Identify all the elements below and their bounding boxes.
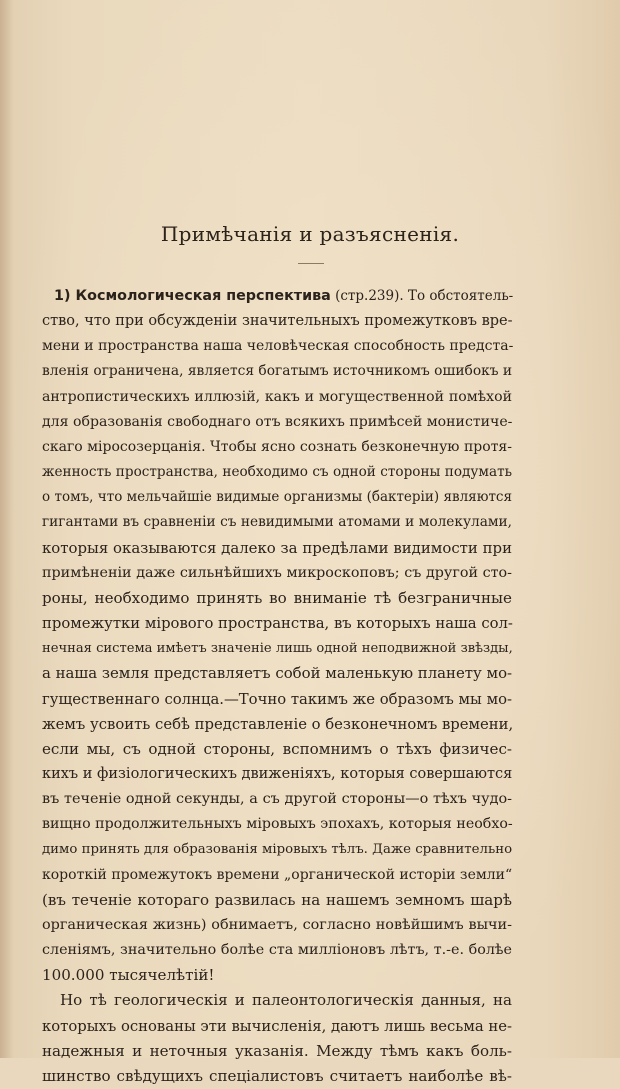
text-line-22: вищно продолжительныхъ міровыхъ эпохахъ, которыя необхо- <box>42 816 513 833</box>
text-line-16: а наша земля представляетъ собой маленькую планету мо- <box>42 664 513 683</box>
text-line-6: для образованія свободнаго отъ всякихъ примѣсей монистиче- <box>42 413 513 430</box>
text-line-30: которыхъ основаны эти вычисленія, даютъ лишь весьма не- <box>42 1017 512 1035</box>
text-line-26: органическая жизнь) обнимаетъ, согласно новѣйшимъ вычи- <box>42 916 512 933</box>
text-line-18: жемъ усвоить себѣ представленіе о безконечномъ времени, <box>42 715 514 733</box>
text-line-8: женность пространства, необходимо съ одной стороны подумать <box>42 464 512 481</box>
text-line-21: въ теченіе одной секунды, а съ другой стороны—о тѣхъ чудо- <box>42 791 512 808</box>
text-line-19: если мы, съ одной стороны, вспомнимъ о тѣхъ физичес- <box>42 739 512 758</box>
text-line-5: антропистическихъ иллюзій, какъ и могущественной помѣхой <box>42 388 512 405</box>
text-line-12: примѣненіи даже сильнѣйшихъ микроскоповъ; съ другой сто- <box>42 564 512 581</box>
text-line-14: промежутки мірового пространства, въ которыхъ наша сол- <box>42 615 513 633</box>
page-title: Примѣчанія и разъясненія. <box>160 222 460 246</box>
text-line-32: шинство свѣдущихъ спеціалистовъ считаетъ наиболѣе вѣ- <box>42 1066 512 1085</box>
text-line-31: надежныя и неточныя указанія. Между тѣмъ какъ боль- <box>42 1041 512 1060</box>
text-line-28: 100.000 тысячелѣтій! <box>42 966 215 985</box>
text-line-7: скаго міросозерцанія. Чтобы ясно сознать безконечную протя- <box>42 438 512 455</box>
text-line-11: которыя оказываются далеко за предѣлами видимости при <box>42 538 512 557</box>
text-line-4: вленія ограничена, является богатымъ источникомъ ошибокъ и <box>42 363 513 380</box>
text-line-17: гущественнаго солнца.—Точно такимъ же образомъ мы мо- <box>42 690 512 708</box>
text-line-1: 1) Космологическая перспектива (стр.239). То обстоятель- <box>54 288 514 304</box>
text-line-13: роны, необходимо принять во вниманіе тѣ безграничные <box>42 588 512 607</box>
text-line-15: нечная система имѣетъ значеніе лишь одной неподвижной звѣзды, <box>42 641 513 657</box>
note-label: 1) Космологическая перспектива <box>54 288 331 304</box>
notes-body <box>42 284 512 1089</box>
text-line-29: Но тѣ геологическія и палеонтологическія данныя, на <box>60 991 512 1010</box>
text-line-10: гигантами въ сравненіи съ невидимыми атомами и молекулами, <box>42 514 512 531</box>
title-divider <box>298 263 324 264</box>
text-line-25: (въ теченіе котораго развилась на нашемъ земномъ шарѣ <box>42 890 512 909</box>
text-line-24: короткій промежутокъ времени „органической исторіи земли“ <box>42 866 513 883</box>
text-line-20: кихъ и физіологическихъ движеніяхъ, которыя совершаются <box>42 765 513 782</box>
text-line-23: димо принять для образованія міровыхъ тѣлъ. Даже сравнительно <box>42 842 513 858</box>
text-line-27: сленіямъ, значительно болѣе ста милліоновъ лѣтъ, т.-е. болѣе <box>42 942 512 959</box>
page-binding-shadow <box>0 0 14 1058</box>
text-line-3: мени и пространства наша человѣческая способность предста- <box>42 338 514 355</box>
text-line-9: о томъ, что мельчайшіе видимые организмы (бактеріи) являются <box>42 489 512 506</box>
text-line-2: ство, что при обсужденіи значительныхъ промежутковъ вре- <box>42 313 513 330</box>
